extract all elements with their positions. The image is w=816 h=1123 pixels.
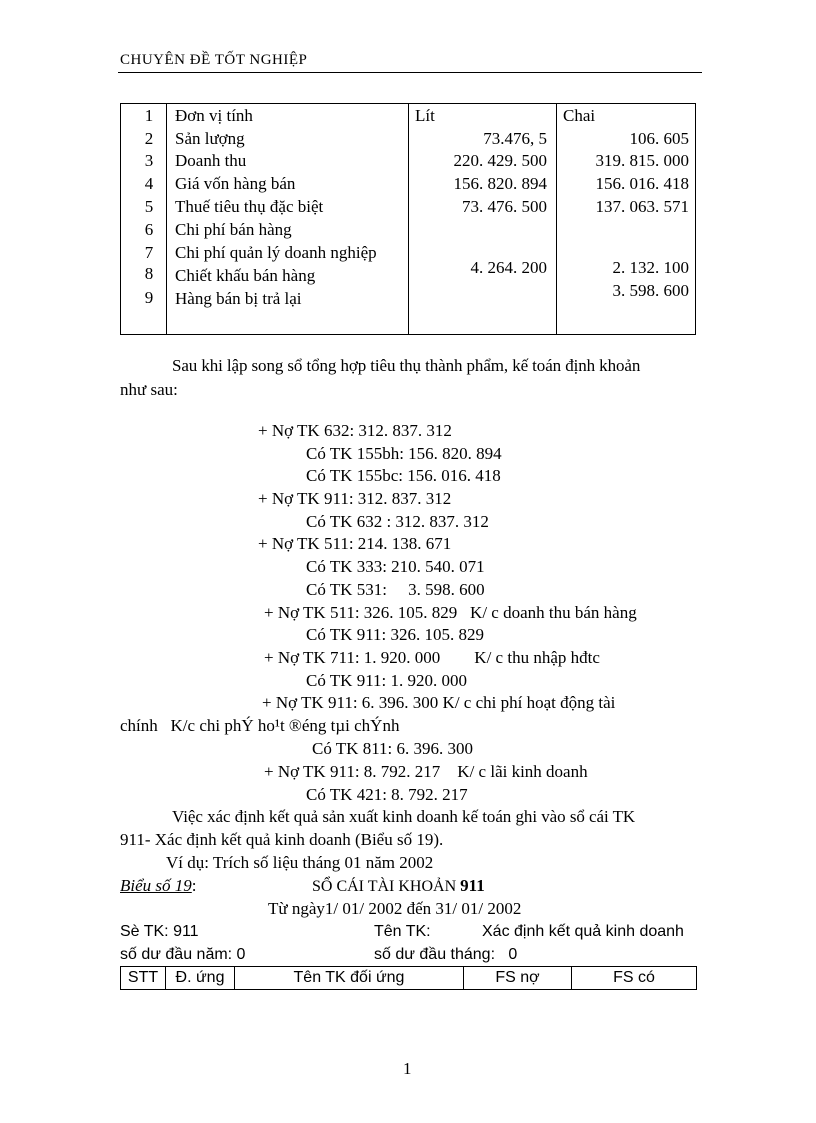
journal-entry: chính K/c chi phÝ ho¹t ®éng tµi chÝnh (120, 716, 400, 735)
row-label: Đơn vị tính (175, 106, 253, 125)
row-number: 2 (144, 129, 154, 148)
bieu-number: Biểu số 19 (120, 876, 192, 895)
ledger-title (312, 876, 485, 897)
row-number: 5 (144, 197, 154, 216)
row-label: Chiết khấu bán hàng (175, 266, 316, 285)
row-label: Chi phí bán hàng (175, 220, 292, 239)
value-lit: 73. 476. 500 (462, 197, 547, 216)
col-header-fs-co: FS có (613, 969, 655, 986)
row-label: Hàng bán bị trả lại (175, 289, 302, 308)
row-label: Doanh thu (175, 151, 247, 170)
ledger-account-name-label: Tên TK: (374, 923, 431, 940)
row-label: Sản lượng (175, 129, 245, 148)
summary-table (120, 103, 696, 335)
row-number: 7 (144, 243, 154, 262)
ledger-account-code: Sè TK: 911 (120, 923, 199, 940)
journal-entry: + Nợ TK 511: 214. 138. 671 (258, 534, 452, 553)
journal-entry: + Nợ TK 911: 8. 792. 217 K/ c lãi kinh doanh (264, 762, 588, 781)
ledger-table-header (120, 966, 697, 990)
journal-entry: + Nợ TK 511: 326. 105. 829 K/ c doanh thu bán hàng (264, 603, 637, 622)
value-chai: 319. 815. 000 (595, 151, 689, 170)
journal-entry: + Nợ TK 632: 312. 837. 312 (258, 421, 452, 440)
col-header-fs-no: FS nợ (495, 969, 540, 986)
journal-entry: Có TK 632 : 312. 837. 312 (306, 512, 489, 531)
col-header-ten-tk: Tên TK đối ứng (293, 969, 405, 986)
col-header-stt: STT (127, 969, 159, 986)
value-chai: 3. 598. 600 (612, 281, 689, 300)
row-label: Thuế tiêu thụ đặc biệt (175, 197, 324, 216)
value-chai: 106. 605 (629, 129, 689, 148)
value-lit: 73.476, 5 (483, 129, 547, 148)
row-number: 8 (144, 264, 154, 283)
ledger-period: Từ ngày1/ 01/ 2002 đến 31/ 01/ 2002 (268, 899, 522, 918)
journal-entry: + Nợ TK 711: 1. 920. 000 K/ c thu nhập hđtc (264, 648, 600, 667)
ledger-account-name: Xác định kết quả kinh doanh (482, 923, 684, 940)
row-number: 6 (144, 220, 154, 239)
journal-entry: Có TK 911: 1. 920. 000 (306, 671, 468, 690)
journal-entry: Có TK 911: 326. 105. 829 (306, 625, 485, 644)
journal-entry: Có TK 155bc: 156. 016. 418 (306, 466, 501, 485)
value-chai: 137. 063. 571 (595, 197, 689, 216)
journal-entry: Có TK 421: 8. 792. 217 (306, 785, 468, 804)
bieu-label (120, 875, 197, 897)
header-divider (118, 72, 702, 73)
journal-entry: Có TK 811: 6. 396. 300 (312, 739, 474, 758)
ledger-title-text: SỔ CÁI TÀI KHOẢN (312, 878, 457, 895)
opening-balance-year: số dư đầu năm: 0 (120, 946, 246, 963)
value-chai: 156. 016. 418 (595, 174, 689, 193)
table-divider (166, 104, 167, 334)
col-header-doi-ung: Đ. ứng (175, 969, 225, 986)
intro-paragraph-line: Sau khi lập song sổ tổng hợp tiêu thụ thành phẩm, kế toán định khoản (172, 356, 641, 375)
row-label: Giá vốn hàng bán (175, 174, 296, 193)
opening-balance-month: số dư đầu tháng: 0 (374, 946, 518, 963)
row-number: 1 (144, 106, 154, 125)
value-lit: 4. 264. 200 (470, 258, 547, 277)
page-number: 1 (403, 1059, 412, 1078)
row-number: 3 (144, 151, 154, 170)
col-header-lit: Lít (415, 106, 435, 125)
conclusion-line: 911- Xác định kết quả kinh doanh (Biểu số 19). (120, 830, 444, 849)
conclusion-line: Việc xác định kết quả sản xuất kinh doanh kế toán ghi vào sổ cái TK (172, 807, 636, 826)
conclusion-line: Ví dụ: Trích số liệu tháng 01 năm 2002 (166, 853, 434, 872)
journal-entry: + Nợ TK 911: 312. 837. 312 (258, 489, 452, 508)
intro-paragraph-line: như sau: (120, 380, 178, 399)
col-header-chai: Chai (563, 106, 596, 125)
bieu-colon: : (191, 876, 197, 895)
journal-entry: + Nợ TK 911: 6. 396. 300 K/ c chi phí hoạt động tài (262, 693, 616, 712)
page-header-title: CHUYÊN ĐỀ TỐT NGHIỆP (120, 52, 308, 68)
row-label: Chi phí quản lý doanh nghiệp (175, 243, 377, 262)
value-chai: 2. 132. 100 (612, 258, 689, 277)
ledger-account-number: 911 (460, 876, 485, 895)
row-number: 9 (144, 288, 154, 307)
value-lit: 220. 429. 500 (453, 151, 547, 170)
value-lit: 156. 820. 894 (453, 174, 547, 193)
row-number: 4 (144, 174, 154, 193)
journal-entry: Có TK 531: 3. 598. 600 (306, 580, 485, 599)
journal-entry: Có TK 155bh: 156. 820. 894 (306, 444, 502, 463)
journal-entry: Có TK 333: 210. 540. 071 (306, 557, 485, 576)
